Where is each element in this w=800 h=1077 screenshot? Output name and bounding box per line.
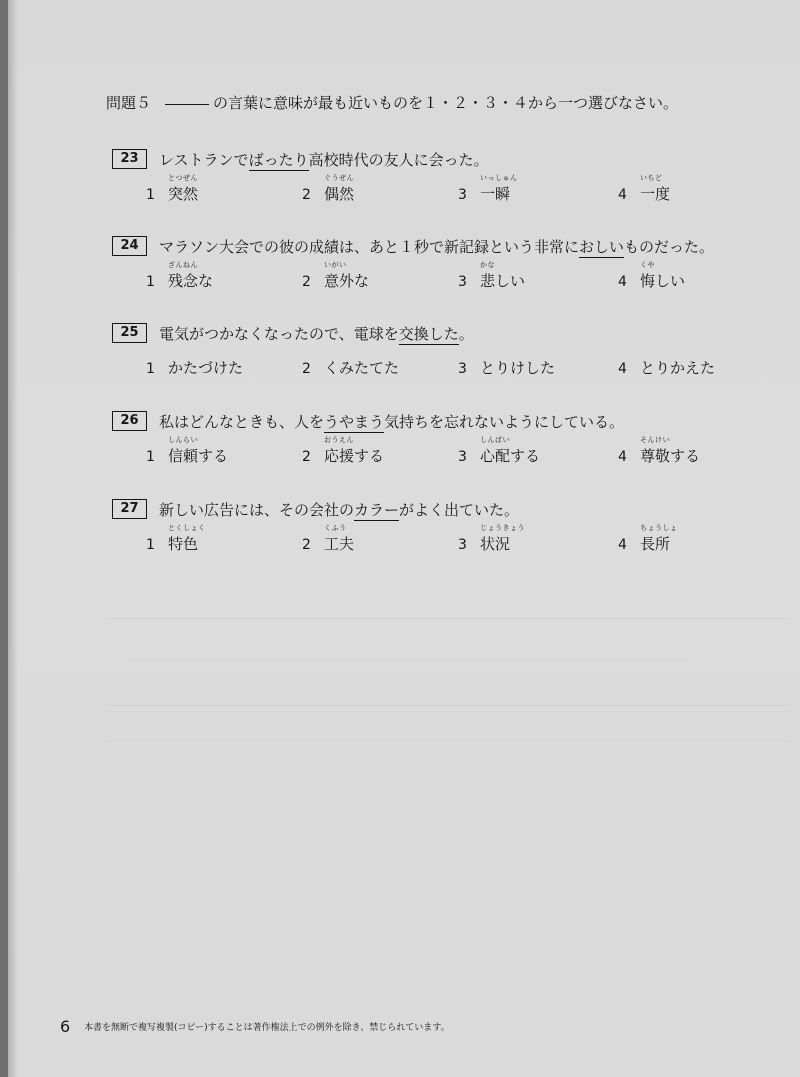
option-number: 4 <box>618 361 627 377</box>
question-26 <box>112 411 752 471</box>
option-word: 悲 <box>480 272 496 290</box>
furigana: いがい <box>324 261 347 269</box>
option-word: 状況 <box>480 535 511 553</box>
question-text <box>159 236 714 257</box>
stem-before: 電気がつかなくなったので、電球を <box>159 325 399 343</box>
stem-before: マラソン大会での彼の成績は、あと１秒で新記録という非常に <box>159 238 580 256</box>
question-number: 23 <box>112 149 147 169</box>
option-word: 偶然 <box>324 185 355 203</box>
option-list <box>112 523 752 559</box>
option-suffix: する <box>510 447 541 465</box>
question-number: 25 <box>112 323 147 343</box>
question-stem <box>112 323 752 343</box>
furigana: いっしゅん <box>480 174 518 182</box>
option-suffix: しい <box>655 272 686 290</box>
underlined-word: カラー <box>354 501 400 519</box>
question-24 <box>112 236 752 296</box>
underlined-word: うやまう <box>324 413 385 431</box>
option-number: 3 <box>458 449 467 465</box>
stem-before: 新しい広告には、その会社の <box>159 501 355 519</box>
stem-after: 気持ちを忘れないようにしている。 <box>384 413 625 431</box>
option-word: 意外 <box>324 272 355 290</box>
option-number: 1 <box>146 537 155 553</box>
option-word: 信頼 <box>168 447 199 465</box>
question-text <box>159 149 489 170</box>
option-number: 2 <box>302 274 311 290</box>
option-list <box>112 347 752 383</box>
question-number: 26 <box>112 411 147 431</box>
question-25 <box>112 323 752 383</box>
instruction-text: の言葉に意味が最も近いものを１・２・３・４から一つ選びなさい。 <box>213 94 679 112</box>
question-text <box>159 499 519 520</box>
furigana: ざんねん <box>168 261 198 269</box>
question-text <box>159 411 624 432</box>
option-suffix: な <box>198 272 214 290</box>
stem-before: 私はどんなときも、人を <box>159 413 325 431</box>
furigana: じょうきょう <box>480 524 525 532</box>
problem-label: 問題５ <box>106 94 152 112</box>
stem-after: がよく出ていた。 <box>399 501 520 519</box>
option-word: 心配 <box>480 447 511 465</box>
option-number: 4 <box>618 187 627 203</box>
question-stem <box>112 236 752 256</box>
furigana: ちょうしょ <box>640 524 678 532</box>
furigana: くや <box>640 261 655 269</box>
question-stem <box>112 149 752 169</box>
stem-after: 。 <box>458 325 474 343</box>
page-number: 6 <box>60 1017 71 1036</box>
instruction <box>106 92 726 113</box>
option-number: 1 <box>146 449 155 465</box>
option-number: 3 <box>458 274 467 290</box>
option-number: 2 <box>302 537 311 553</box>
option-number: 3 <box>458 361 467 377</box>
option-suffix: な <box>354 272 370 290</box>
option-word: 一度 <box>640 185 671 203</box>
stem-after: ものだった。 <box>624 238 715 256</box>
option-number: 2 <box>302 361 311 377</box>
furigana: しんぱい <box>480 436 510 444</box>
furigana <box>480 347 555 358</box>
copyright-notice: 本書を無断で複写複製(コピー)することは著作権法上での例外を除き、禁じられています。 <box>84 1023 450 1033</box>
option-number: 3 <box>458 187 467 203</box>
option-number: 3 <box>458 537 467 553</box>
furigana: くふう <box>324 524 347 532</box>
question-23 <box>112 149 752 209</box>
option-suffix: しい <box>495 272 526 290</box>
furigana: かな <box>480 261 495 269</box>
stem-before: レストランで <box>159 151 249 169</box>
option-suffix: する <box>354 447 385 465</box>
underlined-word: おしい <box>579 238 625 256</box>
furigana: そんけい <box>640 436 670 444</box>
question-number: 27 <box>112 499 147 519</box>
furigana: おうえん <box>324 436 354 444</box>
furigana: とつぜん <box>168 174 198 182</box>
furigana: しんらい <box>168 436 198 444</box>
option-word: とりけした <box>480 359 556 377</box>
option-word: 突然 <box>168 185 199 203</box>
option-word: 工夫 <box>324 535 355 553</box>
option-number: 1 <box>146 361 155 377</box>
underlined-word: ばったり <box>248 151 309 169</box>
furigana <box>324 347 399 358</box>
option-word: 長所 <box>640 535 671 553</box>
question-number: 24 <box>112 236 147 256</box>
furigana: とくしょく <box>168 524 206 532</box>
option-number: 2 <box>302 449 311 465</box>
furigana <box>168 347 243 358</box>
page-edge-shadow <box>8 0 18 1077</box>
option-number: 4 <box>618 274 627 290</box>
option-number: 2 <box>302 187 311 203</box>
option-word: 尊敬 <box>640 447 671 465</box>
option-word: 特色 <box>168 535 199 553</box>
option-word: くみたてた <box>324 359 400 377</box>
question-stem <box>112 411 752 431</box>
blank-line <box>165 104 209 105</box>
stem-after: 高校時代の友人に会った。 <box>308 151 489 169</box>
option-word: 残念 <box>168 272 199 290</box>
furigana: いちど <box>640 174 663 182</box>
option-word: とりかえた <box>640 359 716 377</box>
option-number: 1 <box>146 274 155 290</box>
option-word: 一瞬 <box>480 185 511 203</box>
option-word: かたづけた <box>168 359 244 377</box>
document-page <box>8 0 800 1077</box>
underlined-word: 交換した <box>398 325 459 343</box>
question-27 <box>112 499 752 559</box>
option-word: 応援 <box>324 447 355 465</box>
option-suffix: する <box>198 447 229 465</box>
option-number: 1 <box>146 187 155 203</box>
option-list <box>112 260 752 296</box>
option-list <box>112 435 752 471</box>
question-stem <box>112 499 752 519</box>
option-list <box>112 173 752 209</box>
furigana: ぐうぜん <box>324 174 354 182</box>
option-word: 悔 <box>640 272 656 290</box>
option-number: 4 <box>618 537 627 553</box>
option-number: 4 <box>618 449 627 465</box>
question-text <box>159 323 474 344</box>
option-suffix: する <box>670 447 701 465</box>
furigana <box>640 347 715 358</box>
